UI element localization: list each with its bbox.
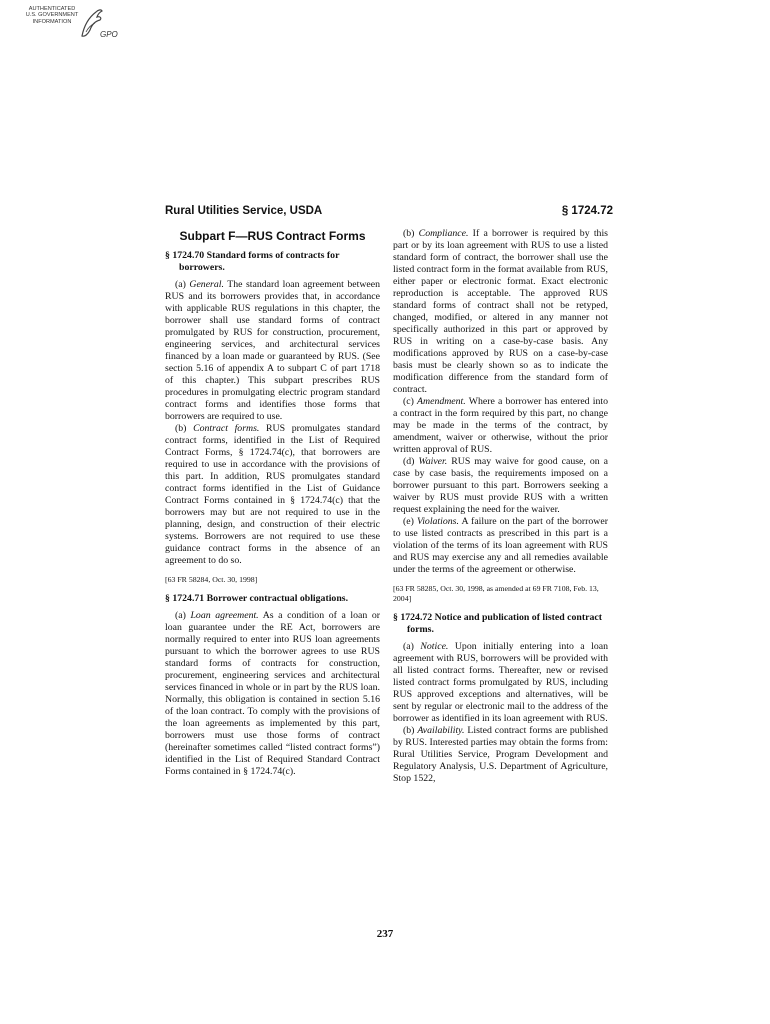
section-heading-1724-71: § 1724.71 Borrower contractual obligations. [165, 593, 349, 604]
paragraph-term: Waiver. [418, 456, 448, 467]
left-column [165, 228, 380, 778]
paragraph-1724-71-c: (c) Amendment. Where a borrower has entered into a contract in the form required by this part, no change may be made in the terms of the contract, by amendment, waiver or otherwise, without the prior written approval of RUS. [393, 396, 608, 455]
paragraph-term: Availability. [417, 725, 465, 736]
paragraph-1724-71-e: (e) Violations. A failure on the part of the borrower to use listed contracts as prescribed in this part is a violation of the terms of its loan agreement with RUS and RUS may exercise any and all remedies available under the terms of the agreement or otherwise. [393, 516, 608, 575]
source-citation-1724-71: [63 FR 58285, Oct. 30, 1998, as amended at 69 FR 7108, Feb. 13, 2004] [393, 584, 599, 603]
paragraph-term: Loan agreement. [190, 610, 259, 621]
paragraph-term: Notice. [420, 641, 449, 652]
paragraph-term: Compliance. [418, 228, 469, 239]
gpo-stamp-text [20, 6, 84, 25]
gpo-stamp-line: U.S. GOVERNMENT [25, 12, 79, 19]
gpo-stamp-line: AUTHENTICATED [28, 6, 76, 12]
right-column [393, 228, 608, 785]
source-citation-1724-70: [63 FR 58284, Oct. 30, 1998] [165, 575, 258, 584]
paragraph-term: Violations. [416, 516, 459, 527]
paragraph-1724-72-b: (b) Availability. Listed contract forms are published by RUS. Interested parties may obtain the forms from: Rural Utilities Service, Program Development and Regulatory Analysis, U.S. Department of Agriculture, Stop 1522, [393, 725, 609, 784]
paragraph-1724-70-a: (a) General. The standard loan agreement between RUS and its borrowers provides that, in accordance with applicable RUS regulations in this chapter, the borrower shall use standard forms of contract promulgated by RUS for construction, procurement, engineering services, and architectural services financed by a loan made or guaranteed by RUS. (See section 5.16 of appendix A to subpart C of part 1718 of this chapter.) This subpart prescribes RUS procedures in promulgating electric program standard contract forms and identifies those forms that borrowers are required to use. [165, 279, 380, 422]
subpart-title: Subpart F—RUS Contract Forms [179, 229, 366, 243]
page-number: 237 [376, 928, 394, 940]
gpo-authentication-stamp [20, 6, 150, 50]
section-heading-1724-70: § 1724.70 Standard forms of contracts for borrowers. [165, 250, 340, 273]
paragraph-1724-71-b: (b) Compliance. If a borrower is required by this part or by its loan agreement with RUS to use a listed standard form of contract, the borrower shall use the listed contract form in the format available from RUS, either paper or electronic format. Exact electronic reproduction is acceptable. The approved RUS standard forms of contract shall not be retyped, changed, modified, or altered in any manner not specifically authorized in this part or approved by RUS in writing on a case-by-case basis. Any modifications approved by RUS on a case-by-case basis must be clearly shown so as to indicate the modification difference from the standard form of contract. [393, 228, 608, 395]
paragraph-1724-71-d: (d) Waiver. RUS may waive for good cause, on a case by case basis, the requirements imposed on a borrower pursuant to this part. Borrowers seeking a waiver by RUS must provide RUS with a written request explaining the need for the waiver. [393, 456, 608, 515]
paragraph-1724-70-b: (b) Contract forms. RUS promulgates standard contract forms, identified in the List of Required Contract Forms, § 1724.74(c), that borrowers are required to use in accordance with the provisions of this part. In addition, RUS promulgates standard contract forms identified in the List of Guidance Contract Forms contained in § 1724.74(c) that the borrowers may but are not required to use in the planning, design, and construction of their electric systems. Borrowers are not required to use these guidance contract forms in the absence of an agreement to do so. [165, 423, 381, 566]
section-heading-1724-72: § 1724.72 Notice and publication of listed contract forms. [393, 612, 602, 635]
gpo-wordmark: GPO [100, 30, 118, 39]
paragraph-1724-72-a: (a) Notice. Upon initially entering into a loan agreement with RUS, borrowers will be provided with all listed contract forms. Thereafter, new or revised listed contract forms promulgated by RUS, including RUS approved exceptions and alternatives, will be sent by regular or electronic mail to the address of the borrower as identified in its loan agreement with RUS. [393, 641, 608, 724]
paragraph-term: Contract forms. [193, 423, 260, 434]
running-header-section: § 1724.72 [561, 205, 613, 217]
paragraph-1724-71-a: (a) Loan agreement. As a condition of a loan or loan guarantee under the RE Act, borrowers are normally required to enter into RUS loan agreements pursuant to which the borrower agrees to use RUS standard forms of contracts for construction, procurement, engineering services and architectural services financed in whole or in part by the RUS loan. Normally, this obligation is contained in section 5.16 of the loan contract. To comply with the provisions of the loan agreements as implemented by this part, borrowers must use those forms of contract (hereinafter sometimes called “listed contract forms”) identified in the List of Required Standard Contract Forms contained in § 1724.74(c). [165, 610, 380, 777]
gpo-stamp-line: INFORMATION [32, 18, 72, 25]
paragraph-term: General. [189, 279, 224, 290]
paragraph-term: Amendment. [417, 396, 466, 407]
running-header-agency: Rural Utilities Service, USDA [165, 205, 323, 217]
